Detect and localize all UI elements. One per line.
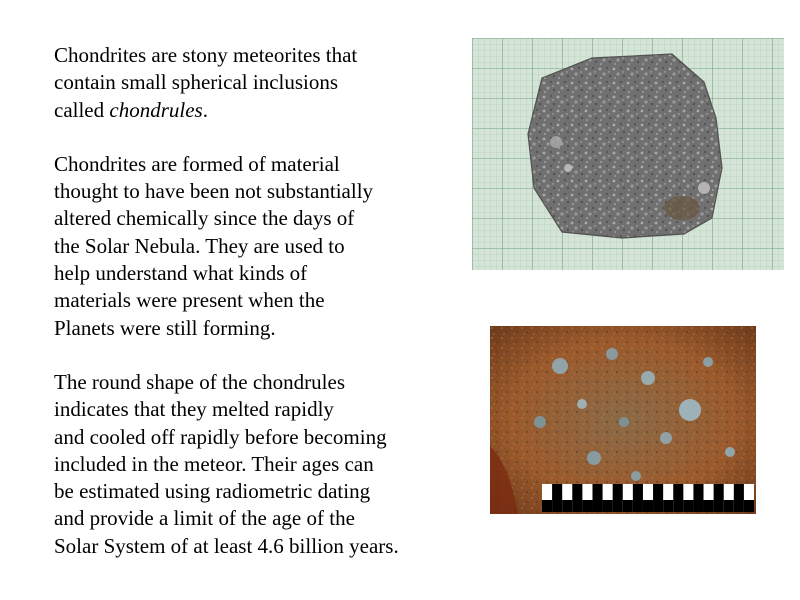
scale-bar-segment [683, 500, 693, 512]
scale-bar-segment [744, 500, 754, 512]
scale-bar-segment [673, 484, 683, 512]
paragraph-solar-nebula: Chondrites are formed of material thought to have been not substantially altered chemically since the days of the Solar Nebula. They are used to help understand what kinds of materials were present when the Planets were still forming. [54, 151, 374, 340]
scale-bar-segment [714, 484, 724, 512]
scale-bar-segment [633, 484, 643, 512]
scale-bar-segment [663, 500, 673, 512]
chondrules-closeup-photo [490, 326, 756, 514]
scale-bar-segment [572, 484, 582, 512]
scale-bar-segment [582, 500, 592, 512]
scale-bar-segment [693, 484, 703, 512]
scale-bar-segment [603, 500, 613, 512]
scale-bar-segment [704, 500, 714, 512]
scale-bar-segment [734, 484, 744, 512]
paragraph-chondrule-ages: The round shape of the chondrules indicates that they melted rapidly and cooled off rapidly before becoming included in the meteor. Their ages can be estimated using radiometric dating and provide a limit of the age of the Solar System of at least 4.6 billion years. [54, 369, 399, 558]
scale-bar-segment [562, 500, 572, 512]
scale-bar-segment [653, 484, 663, 512]
scale-bar-segment [552, 484, 562, 512]
scale-bar-segment [643, 500, 653, 512]
scale-bar-segment [613, 484, 623, 512]
scale-bar-segment [724, 500, 734, 512]
scale-bar-segment [623, 500, 633, 512]
text-column [54, 42, 464, 587]
chondrite-specimen-photo [472, 38, 784, 270]
scale-bar-segment [592, 484, 602, 512]
scale-bar [542, 484, 754, 512]
intro-text: Chondrites are stony meteorites that contain small spherical inclusions called [54, 43, 358, 122]
paragraph-intro [54, 42, 464, 124]
chondrules-term: chondrules [109, 97, 203, 122]
intro-period: . [202, 97, 208, 122]
scale-bar-segment [542, 500, 552, 512]
